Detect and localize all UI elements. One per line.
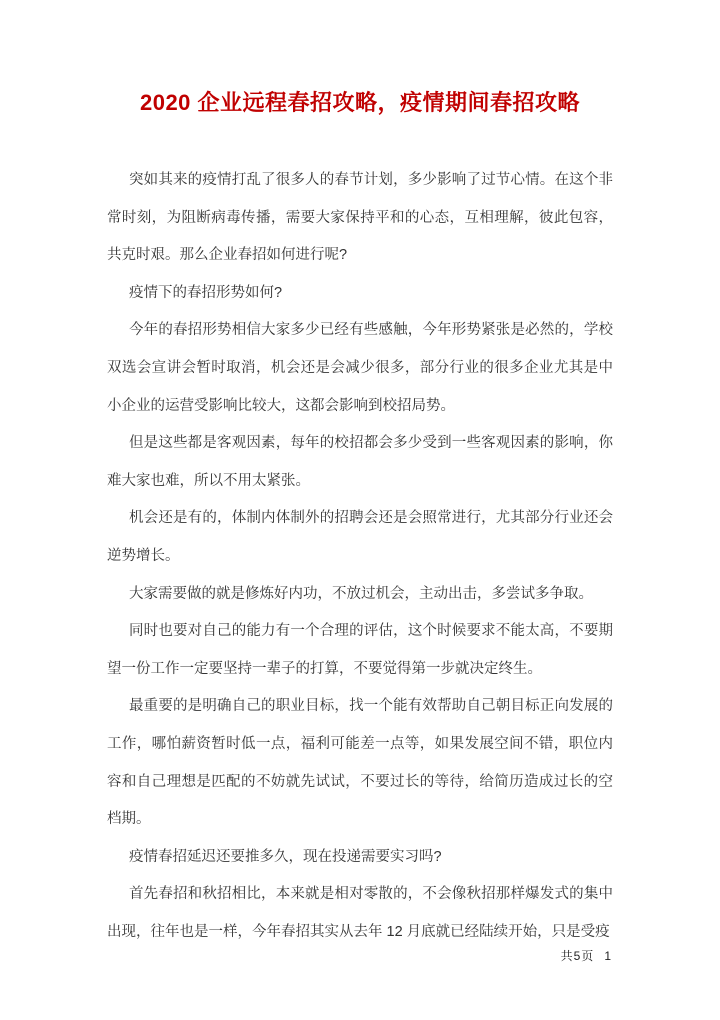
body-paragraph: 最重要的是明确自己的职业目标，找一个能有效帮助自己朝目标正向发展的工作，哪怕薪资暂时低一点，福利可能差一点等，如果发展空间不错，职位内容和自己理想是匹配的不妨就先试试，不要过长的等待，给简历造成过长的空档期。 xyxy=(107,698,613,828)
body-paragraph: 同时也要对自己的能力有一个合理的评估，这个时候要求不能太高，不要期望一份工作一定要坚持一辈子的打算，不要觉得第一步就决定终生。 xyxy=(107,623,613,677)
body-paragraph: 突如其来的疫情打乱了很多人的春节计划，多少影响了过节心情。在这个非常时刻，为阻断病毒传播，需要大家保持平和的心态，互相理解，彼此包容，共克时艰。那么企业春招如何进行呢? xyxy=(107,172,613,264)
page-number: 1 xyxy=(604,949,612,963)
body-paragraph: 大家需要做的就是修炼好内功，不放过机会，主动出击，多尝试多争取。 xyxy=(129,585,593,602)
total-pages-label: 共5页 xyxy=(560,949,595,963)
page-footer xyxy=(561,947,612,964)
body-paragraph: 疫情春招延迟还要推多久，现在投递需要实习吗? xyxy=(129,848,442,865)
body-paragraph: 但是这些都是客观因素，每年的校招都会多少受到一些客观因素的影响，你难大家也难，所以不用太紧张。 xyxy=(107,435,613,489)
body-paragraph: 首先春招和秋招相比，本来就是相对零散的，不会像秋招那样爆发式的集中出现，往年也是一样，今年春招其实从去年 12 月底就已经陆续开始，只是受疫 xyxy=(107,886,613,940)
document-body xyxy=(107,162,613,951)
body-paragraph: 疫情下的春招形势如何? xyxy=(129,284,283,301)
document-title: 2020 企业远程春招攻略，疫情期间春招攻略 xyxy=(139,90,581,115)
body-paragraph: 机会还是有的，体制内体制外的招聘会还是会照常进行，尤其部分行业还会逆势增长。 xyxy=(107,510,613,564)
body-paragraph: 今年的春招形势相信大家多少已经有些感触，今年形势紧张是必然的，学校双选会宣讲会暂时取消，机会还是会减少很多，部分行业的很多企业尤其是中小企业的运营受影响比较大，这都会影响到校招局势。 xyxy=(107,322,613,414)
